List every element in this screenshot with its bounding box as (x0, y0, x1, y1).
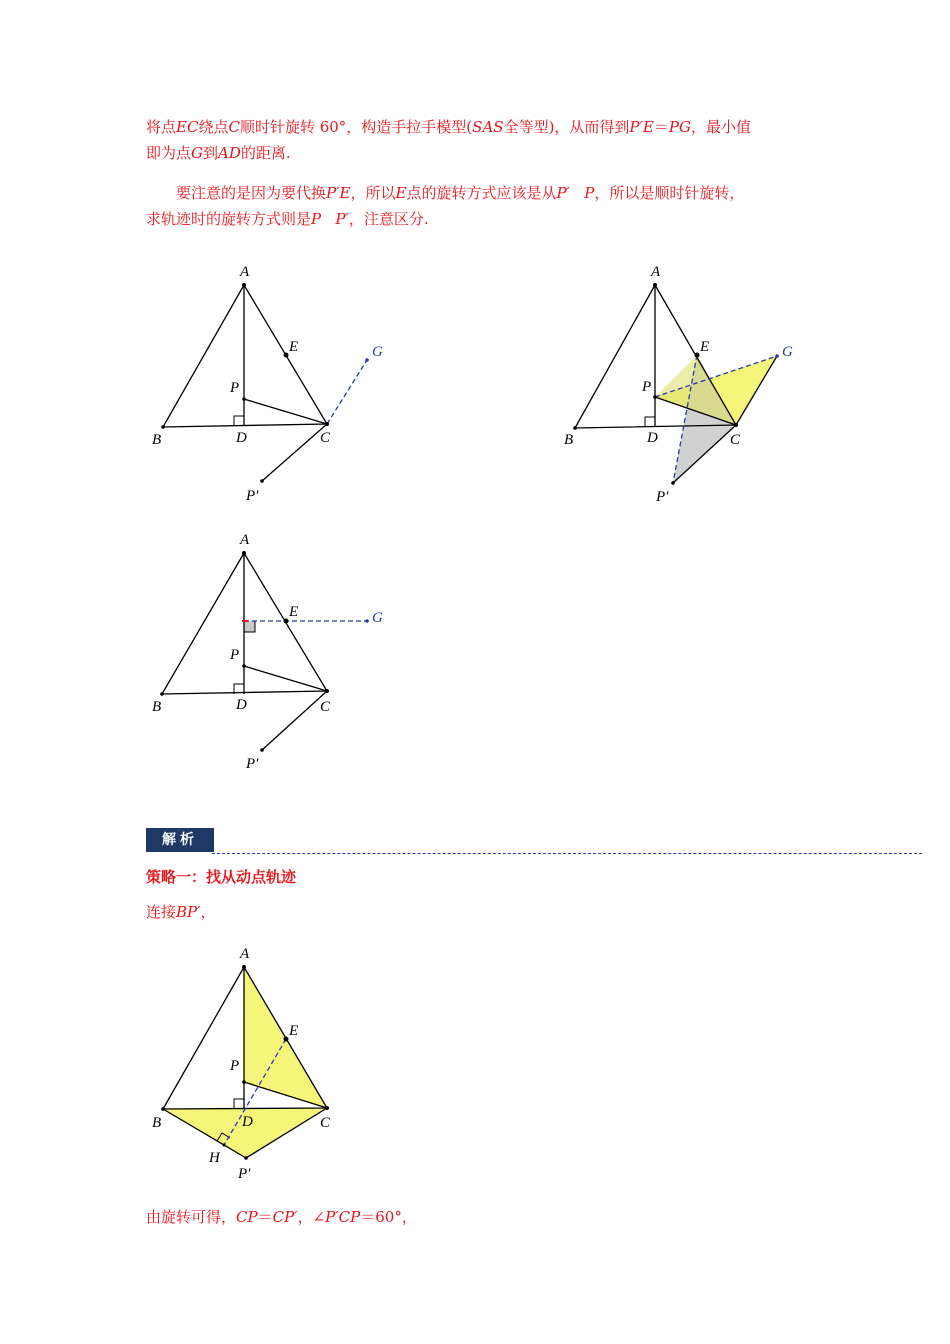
analysis-badge: 解析 (146, 828, 214, 852)
label-b: B (152, 699, 162, 715)
math: CP (236, 1208, 258, 1226)
text: 将点 (146, 118, 177, 136)
intro-paragraph-1 (146, 114, 816, 166)
label-p: P (230, 647, 240, 663)
math: C (228, 118, 240, 136)
text: ＝ (257, 1208, 273, 1226)
figure-2 (555, 258, 815, 508)
label-p-prime: P′ (656, 489, 669, 505)
label-c: C (320, 699, 331, 715)
text: ，所以是顺时针旋转， (594, 184, 745, 202)
figure-4 (140, 940, 400, 1190)
intro-paragraph-2 (146, 180, 816, 232)
label-p-prime: P′ (238, 1166, 251, 1182)
math: EC (176, 118, 199, 136)
label-e: E (700, 339, 710, 355)
text: 全等型)，从而得到 (503, 118, 630, 136)
math: P′E (629, 118, 654, 136)
intro-line-1 (146, 114, 816, 140)
label-c: C (320, 1115, 331, 1131)
label-g: G (372, 344, 383, 360)
math: CP′ (272, 1208, 298, 1226)
text: 即为点 (146, 144, 192, 162)
math: P′ (335, 210, 349, 228)
math: P′ (556, 184, 570, 202)
rotation-result-line (146, 1204, 816, 1230)
intro-line-2 (146, 140, 816, 166)
label-g: G (372, 610, 383, 626)
label-e: E (289, 339, 299, 355)
label-d: D (242, 1114, 253, 1130)
label-p-prime: P′ (246, 488, 259, 504)
math: PG (668, 118, 691, 136)
intro-line-4 (146, 206, 816, 232)
label-b: B (152, 432, 162, 448)
label-e: E (289, 1023, 299, 1039)
label-p: P (230, 1058, 240, 1074)
text: 要注意的是因为要代换 (176, 184, 327, 202)
text: ，所以 (350, 184, 396, 202)
label-a: A (240, 264, 250, 280)
strategy-heading: 策略一：找从动点轨迹 (146, 868, 297, 886)
text: ＝ (653, 118, 669, 136)
math: AD (218, 144, 241, 162)
label-d: D (236, 697, 247, 713)
label-d: D (236, 430, 247, 446)
label-b: B (564, 432, 574, 448)
math: SAS (472, 118, 504, 136)
math: G (191, 144, 203, 162)
figure-1 (140, 258, 400, 508)
label-a: A (240, 946, 250, 962)
text: 连接 (146, 903, 177, 921)
text: ，∠ (297, 1208, 326, 1226)
text: 的距离. (240, 144, 291, 162)
text: 绕点 (198, 118, 229, 136)
label-p: P (642, 379, 652, 395)
text: 到 (203, 144, 219, 162)
label-c: C (320, 430, 331, 446)
section-divider (212, 853, 922, 854)
text: 求轨迹时的旋转方式则是 (146, 210, 312, 228)
label-a: A (240, 532, 250, 548)
intro-line-3 (146, 180, 816, 206)
label-b: B (152, 1115, 162, 1131)
label-e: E (289, 604, 299, 620)
label-h: H (209, 1150, 220, 1166)
label-p-prime: P′ (246, 756, 259, 772)
text: 顺时针旋转 60°，构造手拉手模型( (239, 118, 473, 136)
text: ，最小值 (690, 118, 751, 136)
text: 由旋转可得， (146, 1208, 237, 1226)
text: ， (200, 903, 216, 921)
label-p: P (230, 380, 240, 396)
label-a: A (651, 264, 661, 280)
math: P (311, 210, 322, 228)
label-c: C (730, 432, 741, 448)
connect-line (146, 899, 816, 925)
math: E (395, 184, 407, 202)
label-g: G (782, 344, 793, 360)
text: 点的旋转方式应该是从 (406, 184, 557, 202)
text: ＝60°， (360, 1208, 417, 1226)
figure-3 (140, 528, 400, 778)
label-d: D (647, 430, 658, 446)
math: P (584, 184, 595, 202)
math: P′CP (325, 1208, 361, 1226)
text: ，注意区分. (348, 210, 429, 228)
math: BP′ (176, 903, 201, 921)
math: P′E (326, 184, 351, 202)
